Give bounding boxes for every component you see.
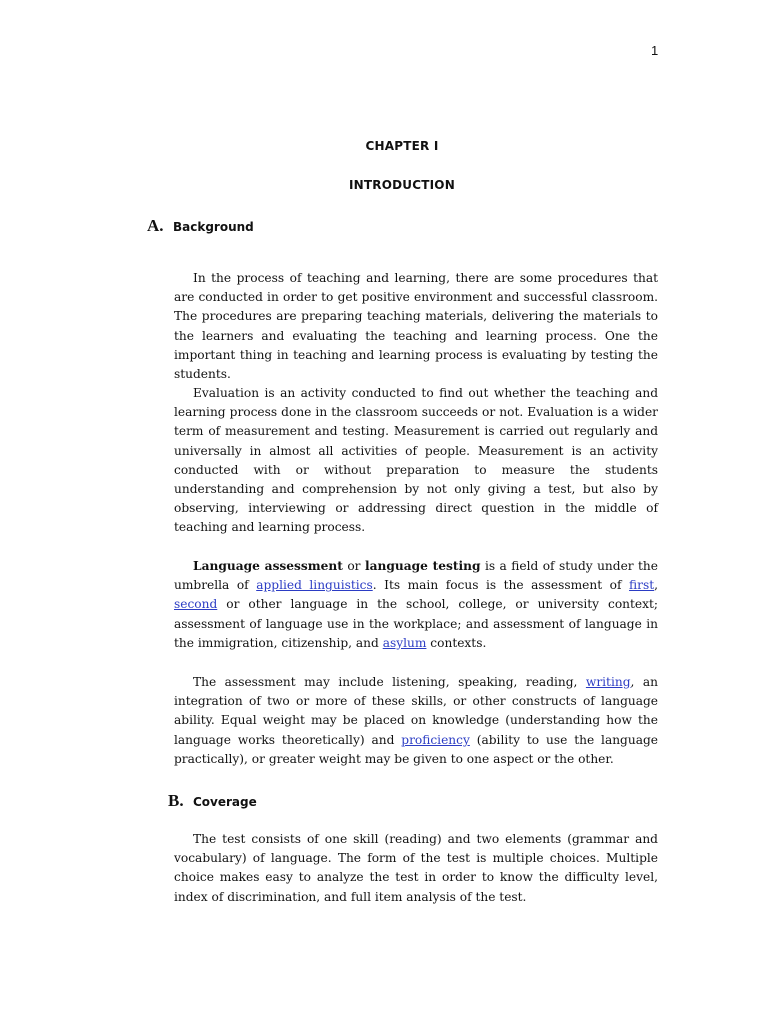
section-a-title: Background [173,220,254,234]
section-b-title: Coverage [193,795,257,809]
text-fragment: or [342,559,365,573]
text-fragment: , an integration of two or more of these skills, or other constructs of language ability. Equal weight may be placed on knowledge (understanding how the language works theoretically) and [174,675,658,747]
paragraph-language-assessment [174,557,658,653]
link-applied-linguistics[interactable]: applied linguistics [256,578,373,593]
text-fragment: or other language in the school, college, or university context; assessment of language use in the workplace; and assessment of language in the immigration, citizenship, and [174,597,658,650]
text-fragment: . Its main focus is the assessment of [372,578,630,593]
section-b-letter: B. [168,791,184,810]
term-language-testing: language testing [364,559,481,573]
paragraph-evaluation: Evaluation is an activity conducted to find out whether the teaching and learning process done in the classroom succeeds or not. Evaluation is a wider term of measurement and testing. Measurement is carried out regularly and universally in almost all activities of people. Measurement is an activity conducted with or without preparation to measure the students understanding and comprehension by not only giving a test, but also by observing, interviewing or addressing direct question in the middle of teaching and learning process. [174,386,658,535]
paragraph-assessment-skills [174,673,658,769]
link-proficiency[interactable]: proficiency [401,732,470,747]
link-second[interactable]: second [174,597,218,612]
section-a-heading [147,216,254,236]
chapter-subtitle: INTRODUCTION [349,178,455,192]
text-fragment: is a field of study under the umbrella of [174,559,658,593]
link-asylum[interactable]: asylum [382,635,427,650]
term-language-assessment: Language assessment [193,559,343,573]
paragraph-teaching-process: In the process of teaching and learning, there are some procedures that are conducted in order to get positive environment and successful classroom. The procedures are preparing teaching materials, delivering the materials to the learners and evaluating the teaching and learning process. One the important thing in teaching and learning process is evaluating by testing the students. [174,271,658,382]
link-first[interactable]: first [629,578,655,593]
link-writing[interactable]: writing [585,675,631,689]
section-a-letter: A. [147,216,164,235]
chapter-title: CHAPTER I [365,139,439,153]
paragraph-coverage: The test consists of one skill (reading) and two elements (grammar and vocabulary) of language. The form of the test is multiple choices. Multiple choice makes easy to analyze the test in order to know the difficulty level, index of discrimination, and full item analysis of the test. [174,832,658,904]
text-fragment: , [654,578,659,593]
text-fragment: (ability to use the language practically), or greater weight may be given to one aspect or the other. [174,732,658,766]
text-fragment: contexts. [426,635,487,650]
section-b-heading [168,791,257,811]
text-fragment: The assessment may include listening, speaking, reading, [193,675,586,689]
page-number: 1 [651,43,659,58]
